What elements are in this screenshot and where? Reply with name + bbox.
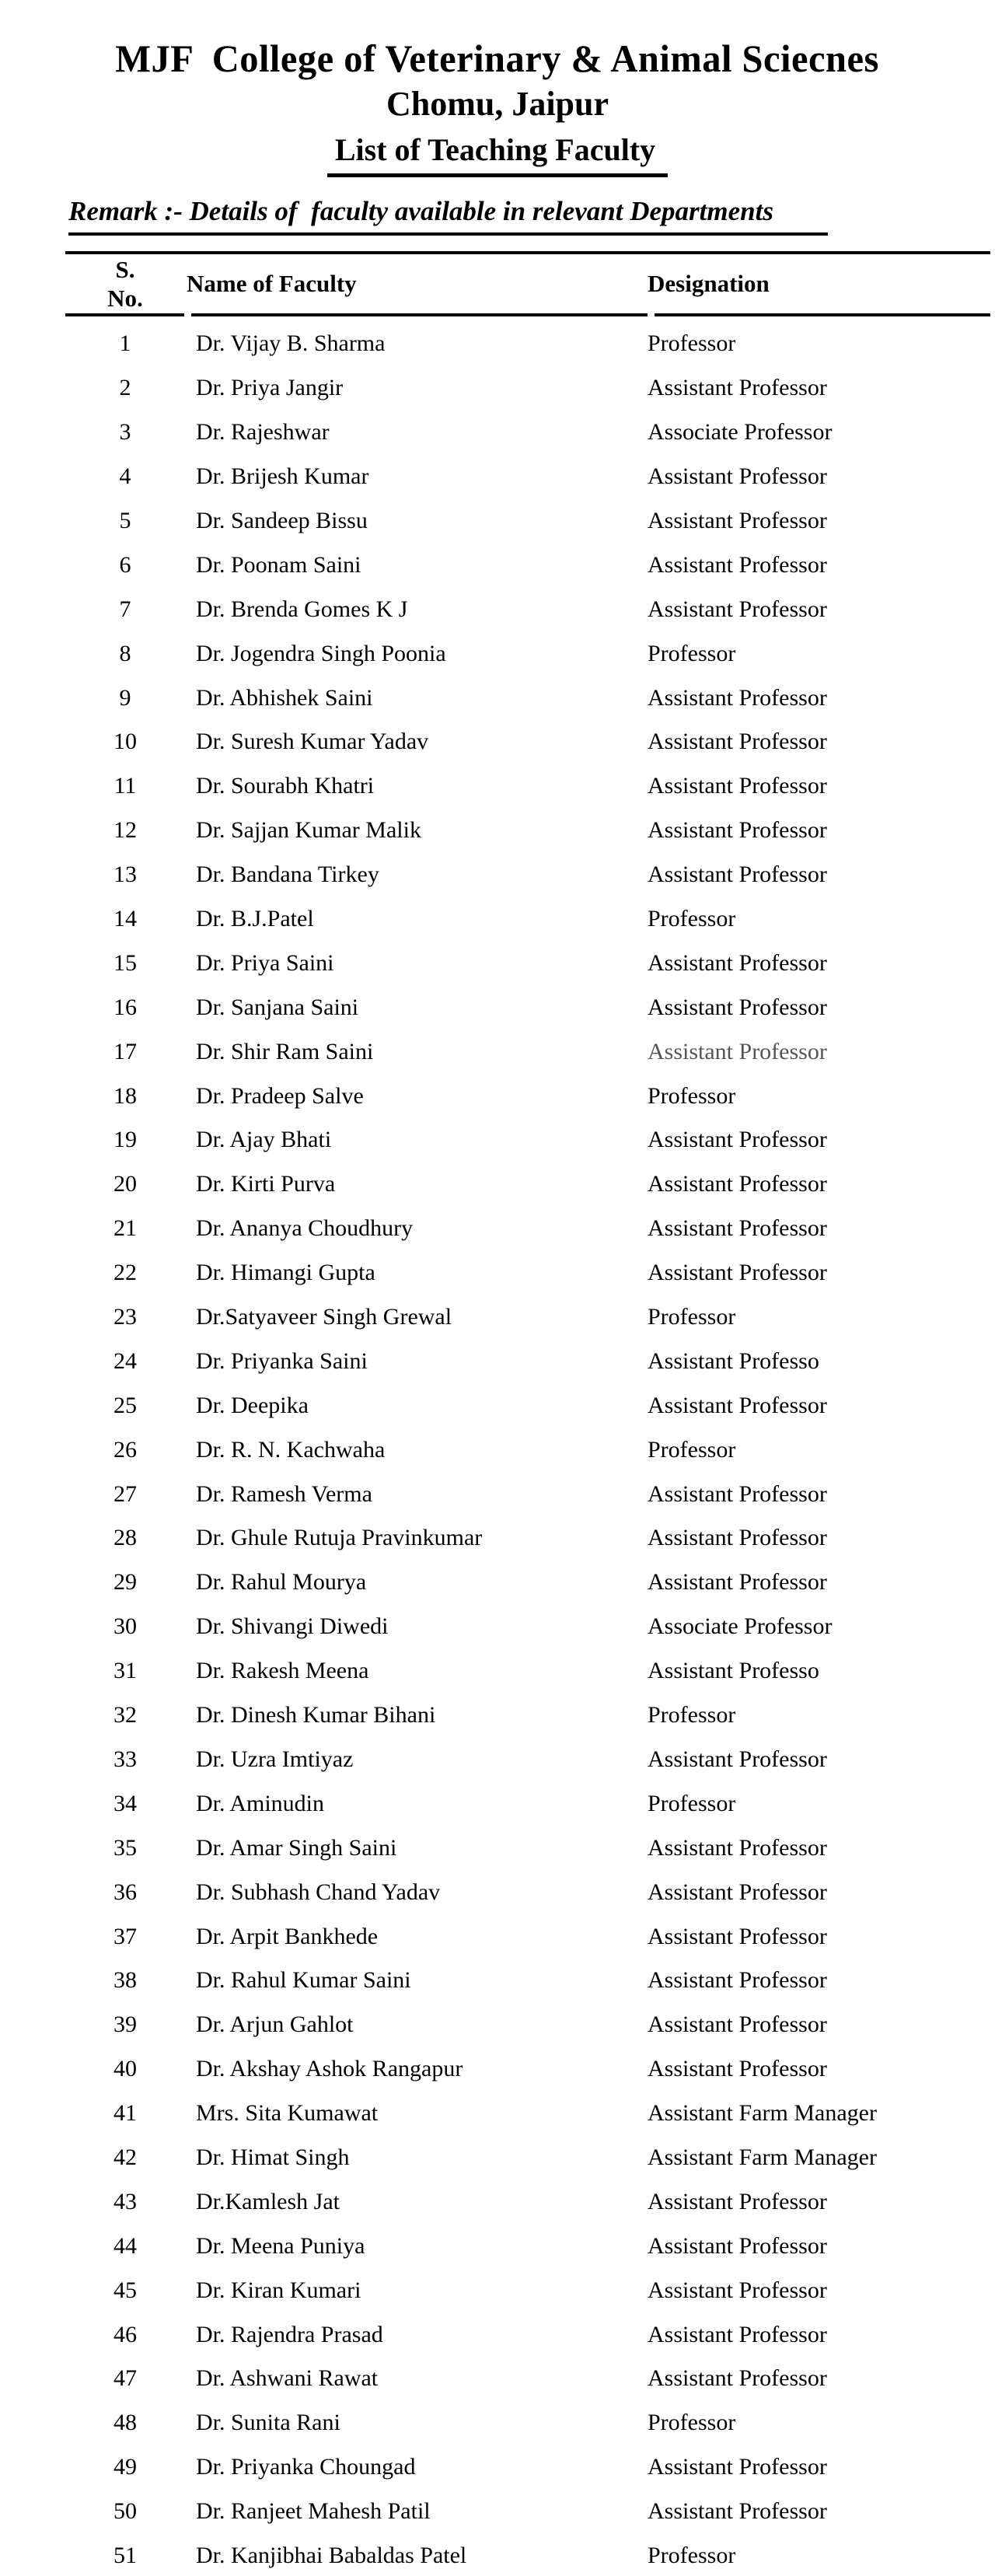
row-serial-number: 9 bbox=[119, 684, 131, 711]
row-serial-number: 33 bbox=[113, 1746, 137, 1772]
row-designation: Assistant Professo bbox=[648, 1347, 819, 1374]
row-faculty-name: Dr. Poonam Saini bbox=[196, 551, 361, 578]
row-faculty-name: Dr. Kiran Kumari bbox=[196, 2277, 361, 2303]
row-serial-number: 1 bbox=[119, 330, 131, 357]
row-faculty-name: Dr. Sourabh Khatri bbox=[196, 773, 375, 799]
row-serial-number: 14 bbox=[113, 906, 137, 932]
row-serial-number: 36 bbox=[113, 1879, 137, 1905]
row-serial-number: 43 bbox=[113, 2188, 137, 2214]
table-body bbox=[0, 316, 995, 2576]
row-serial-number: 49 bbox=[113, 2454, 137, 2480]
table-row bbox=[65, 2534, 990, 2576]
row-faculty-name: Mrs. Sita Kumawat bbox=[196, 2100, 379, 2127]
table-row bbox=[65, 543, 990, 587]
row-faculty-name: Dr. Brijesh Kumar bbox=[196, 463, 369, 490]
row-serial-number: 31 bbox=[113, 1658, 137, 1684]
row-serial-number: 51 bbox=[113, 2542, 137, 2568]
row-designation: Assistant Professor bbox=[648, 2232, 827, 2259]
header-serial-line2: No. bbox=[107, 285, 143, 312]
header-rule-segment bbox=[655, 313, 990, 316]
table-row bbox=[65, 1693, 990, 1738]
row-designation: Assistant Professor bbox=[648, 1879, 827, 1905]
table-row bbox=[65, 366, 990, 411]
row-serial-number: 29 bbox=[113, 1569, 137, 1596]
table-row bbox=[65, 411, 990, 455]
table-row bbox=[65, 1428, 990, 1472]
row-serial-number: 47 bbox=[113, 2365, 137, 2392]
table-row bbox=[65, 1605, 990, 1649]
row-serial-number: 48 bbox=[113, 2410, 137, 2436]
row-faculty-name: Dr. Abhishek Saini bbox=[196, 684, 373, 711]
row-designation: Assistant Professor bbox=[648, 1923, 827, 1949]
table-row bbox=[65, 1472, 990, 1516]
row-faculty-name: Dr. B.J.Patel bbox=[196, 906, 314, 932]
row-faculty-name: Dr. Ghule Rutuja Pravinkumar bbox=[196, 1525, 483, 1551]
header-rule-segment bbox=[65, 313, 184, 316]
row-designation: Assistant Farm Manager bbox=[648, 2144, 877, 2170]
row-serial-number: 17 bbox=[113, 1038, 137, 1064]
row-faculty-name: Dr. Meena Puniya bbox=[196, 2232, 365, 2259]
table-row bbox=[65, 2312, 990, 2357]
row-faculty-name: Dr. Brenda Gomes K J bbox=[196, 596, 408, 622]
table-row bbox=[65, 1339, 990, 1383]
table-row bbox=[65, 941, 990, 985]
row-designation: Assistant Professor bbox=[648, 2056, 827, 2082]
row-designation: Professor bbox=[648, 330, 736, 357]
row-serial-number: 20 bbox=[113, 1171, 137, 1197]
row-designation: Assistant Professor bbox=[648, 862, 827, 888]
row-designation: Assistant Professor bbox=[648, 1038, 827, 1064]
table-row bbox=[65, 2268, 990, 2312]
row-faculty-name: Dr. Rajeshwar bbox=[196, 419, 330, 446]
row-designation: Professor bbox=[648, 2542, 736, 2568]
table-row bbox=[65, 764, 990, 809]
row-faculty-name: Dr. Akshay Ashok Rangapur bbox=[196, 2056, 463, 2082]
table-row bbox=[65, 2003, 990, 2047]
table-row bbox=[65, 322, 990, 366]
header-designation: Designation bbox=[648, 270, 770, 297]
row-faculty-name: Dr. Ranjeet Mahesh Patil bbox=[196, 2498, 431, 2525]
row-serial-number: 15 bbox=[113, 949, 137, 976]
row-faculty-name: Dr. Priya Saini bbox=[196, 949, 334, 976]
header-serial-line1: S. bbox=[115, 256, 135, 283]
faculty-table bbox=[0, 251, 995, 2576]
row-designation: Assistant Professor bbox=[648, 1392, 827, 1418]
row-serial-number: 50 bbox=[113, 2498, 137, 2525]
table-row bbox=[65, 631, 990, 676]
row-faculty-name: Dr. Rahul Mourya bbox=[196, 1569, 367, 1596]
row-serial-number: 42 bbox=[113, 2144, 137, 2170]
row-designation: Assistant Professor bbox=[648, 2321, 827, 2347]
row-serial-number: 35 bbox=[113, 1834, 137, 1861]
table-row bbox=[65, 2445, 990, 2490]
row-faculty-name: Dr. R. N. Kachwaha bbox=[196, 1436, 386, 1463]
table-row bbox=[65, 1959, 990, 2003]
row-faculty-name: Dr. Ashwani Rawat bbox=[196, 2365, 379, 2392]
row-serial-number: 13 bbox=[113, 862, 137, 888]
row-designation: Assistant Professor bbox=[648, 729, 827, 755]
row-faculty-name: Dr.Kamlesh Jat bbox=[196, 2188, 340, 2214]
row-designation: Assistant Professor bbox=[648, 1480, 827, 1507]
row-faculty-name: Dr. Kirti Purva bbox=[196, 1171, 336, 1197]
table-header-row bbox=[65, 254, 990, 313]
table-row bbox=[65, 1383, 990, 1428]
remark-text: Remark :- Details of faculty available in relevant Departments bbox=[68, 196, 828, 236]
row-faculty-name: Dr. Rahul Kumar Saini bbox=[196, 1967, 411, 1994]
row-faculty-name: Dr. Dinesh Kumar Bihani bbox=[196, 1702, 436, 1728]
row-designation: Professor bbox=[648, 1790, 736, 1816]
row-designation: Associate Professor bbox=[648, 419, 833, 446]
row-faculty-name: Dr. Priya Jangir bbox=[196, 375, 344, 401]
row-serial-number: 30 bbox=[113, 1613, 137, 1640]
row-serial-number: 41 bbox=[113, 2100, 137, 2127]
table-row bbox=[65, 2092, 990, 2136]
row-designation: Assistant Professor bbox=[648, 375, 827, 401]
row-designation: Assistant Professo bbox=[648, 1658, 819, 1684]
row-faculty-name: Dr. Bandana Tirkey bbox=[196, 862, 379, 888]
row-serial-number: 37 bbox=[113, 1923, 137, 1949]
row-serial-number: 28 bbox=[113, 1525, 137, 1551]
row-faculty-name: Dr. Uzra Imtiyaz bbox=[196, 1746, 354, 1772]
table-row bbox=[65, 1029, 990, 1074]
row-serial-number: 34 bbox=[113, 1790, 137, 1816]
row-serial-number: 21 bbox=[113, 1215, 137, 1242]
row-faculty-name: Dr. Pradeep Salve bbox=[196, 1082, 364, 1109]
row-faculty-name: Dr. Sandeep Bissu bbox=[196, 508, 368, 533]
row-faculty-name: Dr. Rajendra Prasad bbox=[196, 2321, 383, 2347]
row-designation: Assistant Professor bbox=[648, 1746, 827, 1772]
table-row bbox=[65, 1295, 990, 1340]
list-heading bbox=[0, 131, 995, 177]
table-row bbox=[65, 1516, 990, 1561]
row-designation: Assistant Professor bbox=[648, 2365, 827, 2392]
row-designation: Assistant Professor bbox=[648, 949, 827, 976]
table-row bbox=[65, 1074, 990, 1118]
table-row bbox=[65, 2490, 990, 2534]
table-row bbox=[65, 1781, 990, 1826]
row-faculty-name: Dr. Ajay Bhati bbox=[196, 1127, 332, 1153]
row-faculty-name: Dr. Ananya Choudhury bbox=[196, 1215, 414, 1242]
row-faculty-name: Dr. Subhash Chand Yadav bbox=[196, 1879, 441, 1905]
table-header-rule bbox=[65, 313, 990, 316]
row-designation: Assistant Professor bbox=[648, 994, 827, 1020]
college-title-text: MJF College of Veterinary & Animal Sciecnes bbox=[115, 37, 880, 80]
table-row bbox=[65, 853, 990, 897]
table-row bbox=[65, 1561, 990, 1605]
row-faculty-name: Dr. Shivangi Diwedi bbox=[196, 1613, 389, 1640]
row-serial-number: 19 bbox=[113, 1127, 137, 1153]
row-designation: Professor bbox=[648, 640, 736, 666]
row-designation: Assistant Professor bbox=[648, 463, 827, 490]
row-designation: Assistant Professor bbox=[648, 1127, 827, 1153]
row-designation: Assistant Professor bbox=[648, 596, 827, 622]
row-faculty-name: Dr. Sanjana Saini bbox=[196, 994, 359, 1020]
row-faculty-name: Dr. Himat Singh bbox=[196, 2144, 350, 2170]
table-row bbox=[65, 1826, 990, 1870]
row-designation: Assistant Professor bbox=[648, 1525, 827, 1551]
row-serial-number: 22 bbox=[113, 1260, 137, 1286]
row-designation: Assistant Professor bbox=[648, 1171, 827, 1197]
row-designation: Assistant Professor bbox=[648, 508, 827, 533]
row-faculty-name: Dr. Aminudin bbox=[196, 1790, 325, 1816]
row-serial-number: 24 bbox=[113, 1347, 137, 1374]
row-serial-number: 23 bbox=[113, 1304, 137, 1330]
table-row bbox=[65, 2136, 990, 2180]
table-row bbox=[65, 1649, 990, 1693]
row-designation: Assistant Professor bbox=[648, 773, 827, 799]
row-designation: Professor bbox=[648, 2410, 736, 2436]
row-faculty-name: Dr. Jogendra Singh Poonia bbox=[196, 640, 446, 666]
row-serial-number: 44 bbox=[113, 2232, 137, 2259]
row-serial-number: 16 bbox=[113, 994, 137, 1020]
row-serial-number: 40 bbox=[113, 2056, 137, 2082]
table-row bbox=[65, 897, 990, 942]
row-serial-number: 38 bbox=[113, 1967, 137, 1994]
row-designation: Assistant Farm Manager bbox=[648, 2100, 877, 2127]
header-rule-segment bbox=[191, 313, 648, 316]
table-row bbox=[65, 1738, 990, 1782]
table-row bbox=[65, 676, 990, 720]
row-faculty-name: Dr. Arjun Gahlot bbox=[196, 2012, 354, 2038]
row-designation: Assistant Professor bbox=[648, 1260, 827, 1286]
table-row bbox=[65, 809, 990, 853]
row-designation: Professor bbox=[648, 1436, 736, 1463]
row-serial-number: 3 bbox=[119, 419, 131, 446]
table-row bbox=[65, 2047, 990, 2092]
table-row bbox=[65, 2357, 990, 2401]
row-serial-number: 12 bbox=[113, 817, 137, 844]
table-row bbox=[65, 1870, 990, 1914]
row-faculty-name: Dr. Rakesh Meena bbox=[196, 1658, 369, 1684]
row-designation: Assistant Professor bbox=[648, 551, 827, 578]
row-designation: Assistant Professor bbox=[648, 1967, 827, 1994]
row-designation: Professor bbox=[648, 1082, 736, 1109]
row-designation: Assistant Professor bbox=[648, 1834, 827, 1861]
row-faculty-name: Dr.Satyaveer Singh Grewal bbox=[196, 1304, 452, 1330]
row-designation: Professor bbox=[648, 1702, 736, 1728]
row-serial-number: 4 bbox=[119, 463, 131, 490]
row-faculty-name: Dr. Amar Singh Saini bbox=[196, 1834, 397, 1861]
college-title bbox=[0, 36, 995, 81]
table-row bbox=[65, 1207, 990, 1251]
table-row bbox=[65, 1162, 990, 1207]
table-row bbox=[65, 985, 990, 1029]
row-serial-number: 2 bbox=[119, 375, 131, 401]
row-faculty-name: Dr. Priyanka Saini bbox=[196, 1347, 368, 1374]
row-serial-number: 39 bbox=[113, 2012, 137, 2038]
table-row bbox=[65, 455, 990, 499]
row-serial-number: 32 bbox=[113, 1702, 137, 1728]
row-faculty-name: Dr. Sunita Rani bbox=[196, 2410, 340, 2436]
row-designation: Assistant Professor bbox=[648, 1569, 827, 1596]
row-designation: Assistant Professor bbox=[648, 2012, 827, 2038]
row-serial-number: 8 bbox=[119, 640, 131, 666]
row-designation: Associate Professor bbox=[648, 1613, 833, 1640]
row-serial-number: 6 bbox=[119, 551, 131, 578]
table-row bbox=[65, 2401, 990, 2445]
row-serial-number: 45 bbox=[113, 2277, 137, 2303]
row-faculty-name: Dr. Kanjibhai Babaldas Patel bbox=[196, 2542, 467, 2568]
remark-line bbox=[68, 196, 828, 236]
college-location: Chomu, Jaipur bbox=[386, 85, 609, 123]
row-faculty-name: Dr. Deepika bbox=[196, 1392, 309, 1418]
row-serial-number: 46 bbox=[113, 2321, 137, 2347]
header-serial-number bbox=[65, 255, 185, 313]
row-faculty-name: Dr. Shir Ram Saini bbox=[196, 1038, 374, 1064]
row-designation: Assistant Professor bbox=[648, 2188, 827, 2214]
row-serial-number: 5 bbox=[119, 508, 131, 533]
row-faculty-name: Dr. Arpit Bankhede bbox=[196, 1923, 379, 1949]
row-designation: Assistant Professor bbox=[648, 2277, 827, 2303]
table-row bbox=[65, 587, 990, 631]
table-row bbox=[65, 2224, 990, 2268]
row-faculty-name: Dr. Suresh Kumar Yadav bbox=[196, 729, 429, 755]
row-serial-number: 25 bbox=[113, 1392, 137, 1418]
header-faculty-name: Name of Faculty bbox=[187, 270, 357, 297]
row-designation: Assistant Professor bbox=[648, 2454, 827, 2480]
row-serial-number: 18 bbox=[113, 1082, 137, 1109]
table-row bbox=[65, 1118, 990, 1162]
list-heading-text: List of Teaching Faculty bbox=[327, 131, 668, 177]
row-designation: Assistant Professor bbox=[648, 684, 827, 711]
row-designation: Professor bbox=[648, 906, 736, 932]
row-serial-number: 7 bbox=[119, 596, 131, 622]
table-row bbox=[65, 2179, 990, 2224]
row-designation: Assistant Professor bbox=[648, 817, 827, 844]
row-faculty-name: Dr. Sajjan Kumar Malik bbox=[196, 817, 421, 844]
row-serial-number: 27 bbox=[113, 1480, 137, 1507]
row-designation: Assistant Professor bbox=[648, 1215, 827, 1242]
row-serial-number: 26 bbox=[113, 1436, 137, 1463]
row-designation: Professor bbox=[648, 1304, 736, 1330]
row-faculty-name: Dr. Priyanka Choungad bbox=[196, 2454, 416, 2480]
table-row bbox=[65, 1914, 990, 1959]
row-designation: Assistant Professor bbox=[648, 2498, 827, 2525]
row-faculty-name: Dr. Vijay B. Sharma bbox=[196, 330, 386, 357]
row-serial-number: 10 bbox=[113, 729, 137, 755]
row-serial-number: 11 bbox=[113, 773, 137, 799]
row-faculty-name: Dr. Ramesh Verma bbox=[196, 1480, 372, 1507]
table-row bbox=[65, 499, 990, 544]
row-faculty-name: Dr. Himangi Gupta bbox=[196, 1260, 375, 1286]
table-row bbox=[65, 1251, 990, 1295]
table-row bbox=[65, 720, 990, 764]
